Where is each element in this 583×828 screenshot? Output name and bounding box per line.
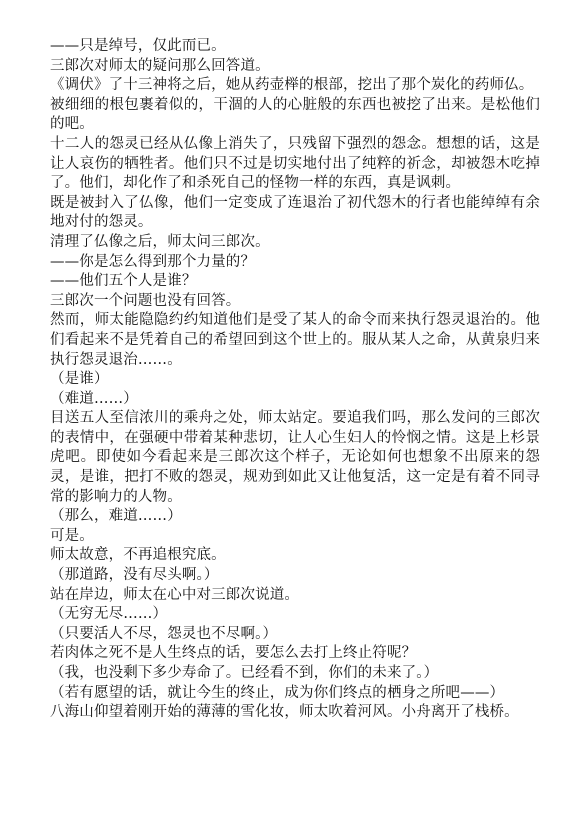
text-line: ——只是绰号，仅此而已。 [50,38,226,54]
thought-line: （无穷无尽……） [50,606,168,623]
text-line: 师太故意，不再追根究底。 [50,547,226,564]
text-line: 三郎次对师太的疑问那么回答道。 [50,57,270,74]
text-paragraph: 《调伏》了十三神将之后，她从药壶榉的根部，挖出了那个炭化的药师仏。 [50,77,534,94]
text-paragraph: 既是被封入了仏像，他们一定变成了连退治了初代怨木的行者也能绰绰有余地对付的怨灵。 [50,194,540,231]
text-paragraph: 被细细的根包裹着似的，干涸的人的心脏般的东西也被挖了出来。是松他们的吧。 [50,96,540,133]
thought-line: （难道……） [50,390,138,407]
text-line: 清理了仏像之后，师太问三郎次。 [50,233,270,250]
text-line: 站在岸边，师太在心中对三郎次说道。 [50,586,300,603]
thought-line: （我，也没剩下多少寿命了。已经看不到，你们的未来了。） [50,665,439,681]
thought-paragraph: （若有愿望的话，就让今生的终止，成为你们终点的栖身之所吧——） [50,684,505,701]
text-line: 三郎次一个问题也没有回答。 [50,292,241,309]
text-paragraph: 然而，师太能隐隐约约知道他们是受了某人的命令而来执行怨灵退治的。他们看起来不是凭着自己的希望回到这个世上的。服从某人之命，从黄泉归来执行怨灵退治……。 [50,312,540,368]
dialogue-line: ——你是怎么得到那个力量的？ [50,253,256,270]
dialogue-line: ——他们五个人是谁？ [50,273,197,290]
text-line: 可是。 [50,527,94,544]
text-paragraph: 八海山仰望着刚开始的薄薄的雪化妆，师太吹着河风。小舟离开了栈桥。 [50,704,519,721]
thought-line: （只要活人不尽，怨灵也不尽啊。） [50,625,278,642]
document-page [50,37,540,723]
thought-line: （那道路，没有尽头啊。） [50,567,219,584]
text-line: 若肉体之死不是人生终点的话，要怎么去打上终止符呢？ [50,645,417,662]
thought-line: （那么，难道……） [50,508,182,525]
text-paragraph: 十二人的怨灵已经从仏像上消失了，只残留下强烈的怨念。想想的话，这是让人哀伤的牺牲者。他们只不过是切实地付出了纯粹的祈念，却被怨木吃掉了。他们，却化作了和杀死自己的怪物一样的东西，真是讽刺。 [50,135,540,192]
text-paragraph: 目送五人至信浓川的乘舟之处，师太站定。要追我们吗，那么发问的三郎次的表情中，在强硬中带着某种悲切，让人心生妇人的怜悯之情。这是上杉景虎吧。即使如今看起来是三郎次这个样子，无论如何也想象不出原来的怨灵，是谁，把打不败的怨灵，规劝到如此又让他复活，这一定是有着不同寻常的影响力的人物。 [50,410,540,505]
thought-line: （是谁） [50,371,109,388]
